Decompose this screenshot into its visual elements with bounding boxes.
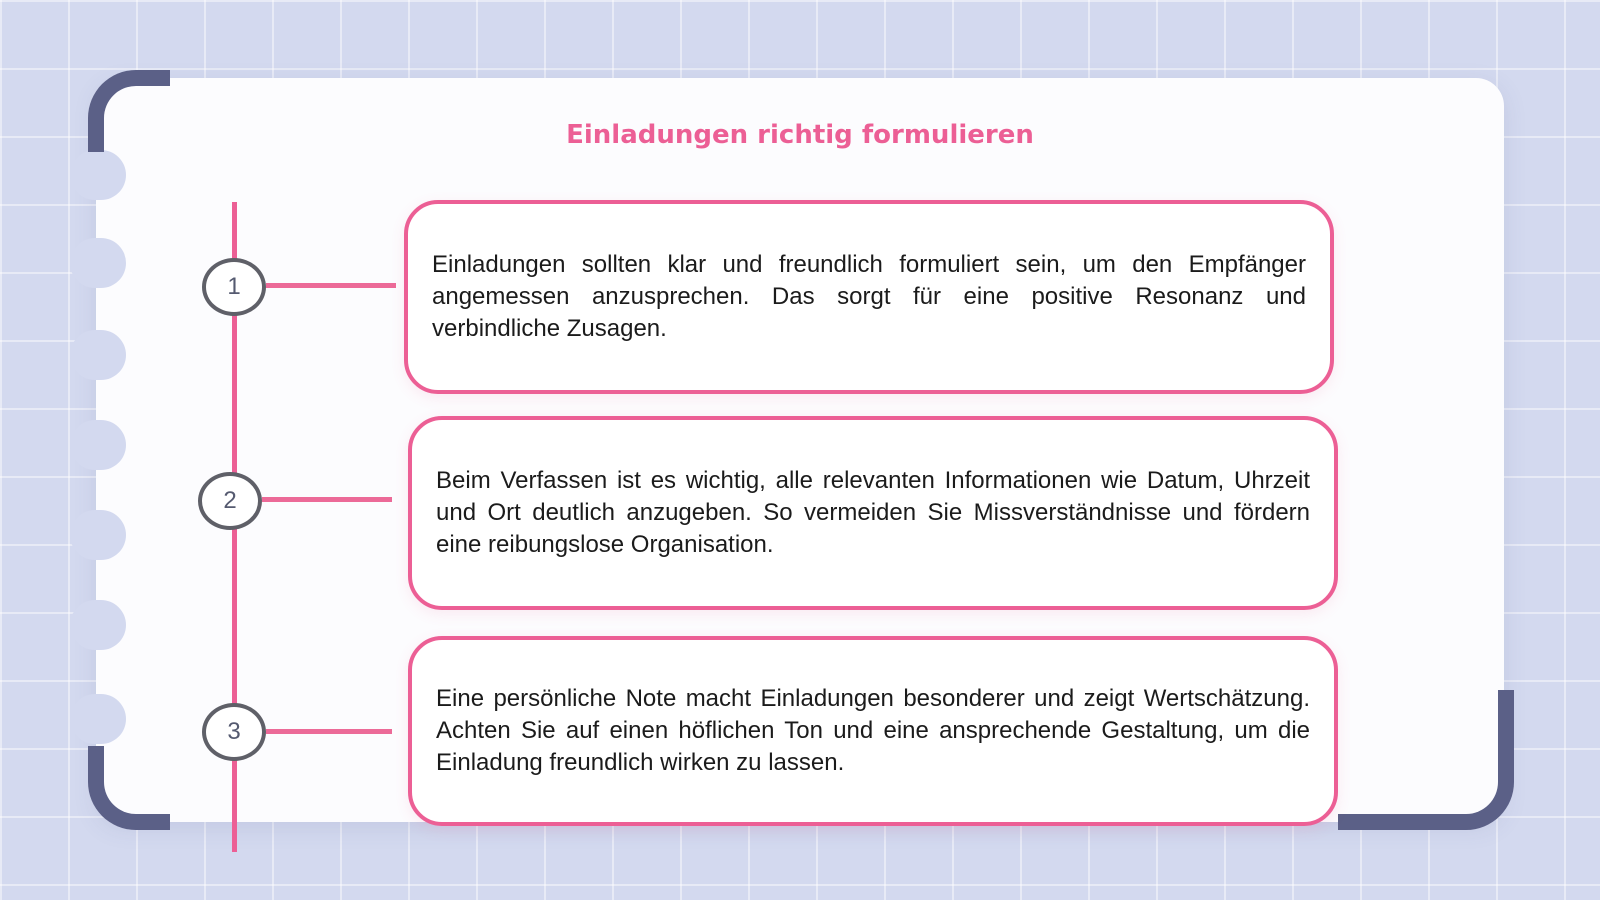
step-1-box — [404, 200, 1334, 394]
step-2-number: 2 — [198, 472, 262, 530]
step-1-number: 1 — [202, 258, 266, 316]
notebook-notch — [70, 510, 126, 560]
step-1-text: Einladungen sollten klar und freundlich formuliert sein, um den Empfänger angemessen anzusprechen. Das sorgt für eine positive Resonanz und verbindliche Zusagen. — [432, 251, 1306, 342]
notebook-notch — [70, 420, 126, 470]
step-3-number: 3 — [202, 703, 266, 761]
notebook-notch — [70, 238, 126, 288]
step-3-box — [408, 636, 1338, 826]
step-2-box — [408, 416, 1338, 610]
step-2-text: Beim Verfassen ist es wichtig, alle relevanten Informationen wie Datum, Uhrzeit und Ort deutlich anzugeben. So vermeiden Sie Missverständnisse und fördern eine reibungslose Organisation. — [436, 467, 1310, 558]
corner-bracket-bottom-right — [1338, 690, 1514, 830]
notebook-notch — [70, 600, 126, 650]
step-3-text: Eine persönliche Note macht Einladungen besonderer und zeigt Wertschätzung. Achten Sie auf einen höflichen Ton und eine ansprechende Gestaltung, um die Einladung freundlich wirken zu lassen. — [436, 685, 1310, 776]
notebook-notch — [70, 330, 126, 380]
step-1-connector — [266, 283, 396, 288]
step-3-connector — [266, 729, 392, 734]
corner-bracket-bottom-left — [88, 746, 170, 830]
step-2-connector — [262, 497, 392, 502]
notebook-notch — [70, 150, 126, 200]
page-title: Einladungen richtig formulieren — [566, 120, 1034, 150]
notebook-notch — [70, 694, 126, 744]
